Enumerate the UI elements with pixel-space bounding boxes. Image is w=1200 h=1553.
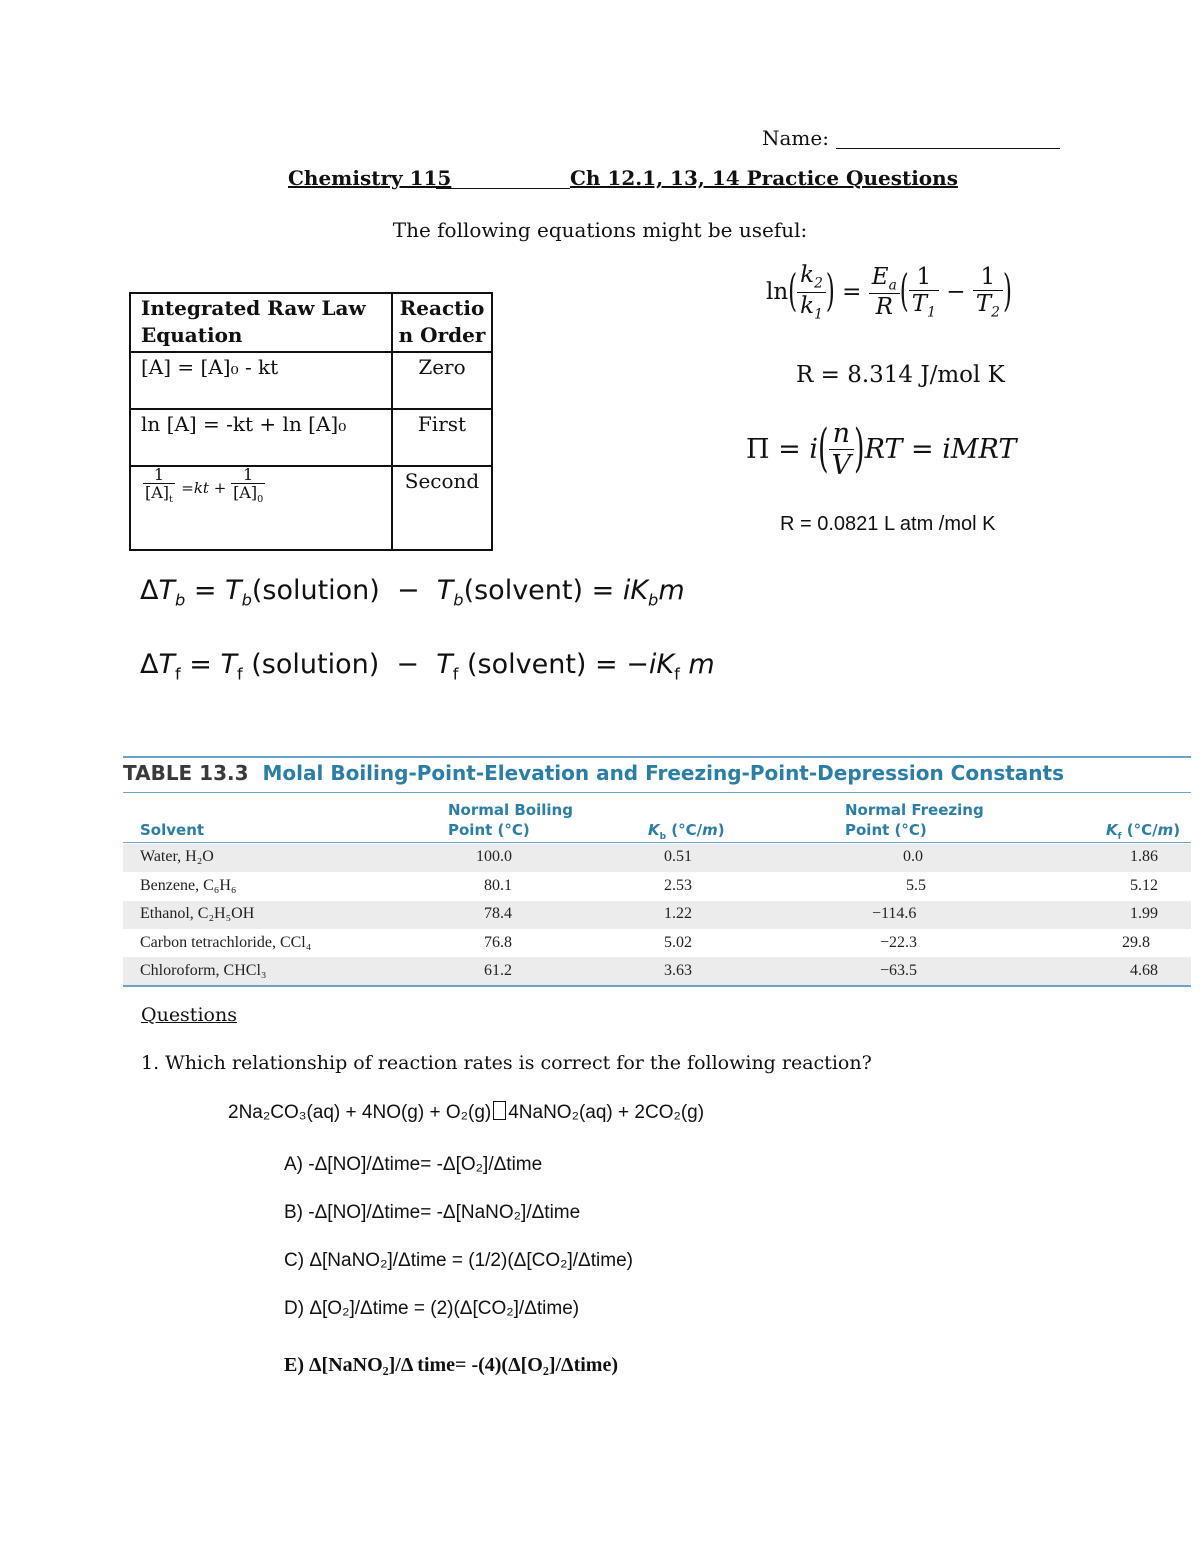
fp-cell: −22.3 <box>880 934 918 951</box>
kb-cell: 0.51 <box>664 848 692 865</box>
solvent-cell: Ethanol, C₂H₅OH <box>140 905 255 922</box>
table-caption <box>123 761 1064 785</box>
table-row <box>130 466 492 550</box>
reaction-equation <box>228 1101 704 1124</box>
order-cell: Second <box>392 466 492 550</box>
name-label: Name: <box>762 126 829 150</box>
question-1: 1. Which relationship of reaction rates is correct for the following reaction? <box>141 1052 872 1074</box>
row-shading <box>123 901 1191 929</box>
header-order <box>392 293 492 352</box>
reaction-reactants: 2Na₂CO₃(aq) + 4NO(g) + O₂(g) <box>228 1102 492 1123</box>
table-row <box>130 409 492 466</box>
osmotic-pressure-equation: Π = i( $\frac{n}{V}$ )RT = iMRT <box>746 418 1017 481</box>
table-top-rule <box>123 756 1191 758</box>
freezing-point-equation: $\Delta T_f = T_f$ (solution) − $T_f$ (solvent) = $-iK_f$ m <box>140 649 715 684</box>
col-kf: $K_f$ (°C/m) <box>1106 821 1181 842</box>
col-fp-line1: Normal Freezing <box>845 801 984 819</box>
fraction-1-over-A0: $\frac{1}{[A]_0}$ <box>231 467 265 509</box>
kb-cell: 5.02 <box>664 934 692 951</box>
table-label: TABLE 13.3 <box>123 761 249 785</box>
table-caption-rule <box>123 792 1191 793</box>
col-bp-line2: Point (°C) <box>448 821 530 839</box>
kb-cell: 3.63 <box>664 962 692 979</box>
kf-cell: 1.86 <box>1130 848 1158 865</box>
boiling-point-equation: $\Delta T_b$ = $T_b(solution)$ − $T_b(solvent) = iK_bm$ <box>140 575 685 610</box>
equation-cell-second-order: $\frac{1}{[A]_t}$ =kt + $\frac{1}{[A]_0}$ <box>130 466 392 550</box>
reaction-products: 4NaNO₂(aq) + 2CO₂(g) <box>508 1102 705 1123</box>
col-fp-line2: Point (°C) <box>845 821 927 839</box>
bp-cell: 76.8 <box>484 934 512 951</box>
table-title: Molal Boiling-Point-Elevation and Freezing-Point-Depression Constants <box>262 761 1065 785</box>
gas-constant-energy: R = 8.314 J/mol K <box>796 362 1005 388</box>
row-shading <box>123 957 1191 985</box>
arrhenius-equation: ln( $\frac{k_2}{k_1}$ ) = $\frac{E_a}{R}$ ( $\frac{1}{T_1}$ − $\frac{1}{T_2}$ ) <box>766 262 1012 323</box>
option-a: A) -Δ[NO]/Δtime= -Δ[O₂]/Δtime <box>284 1154 543 1175</box>
col-solvent: Solvent <box>140 821 205 839</box>
rate-law-table <box>129 292 493 551</box>
option-e-answer: E) Δ[NaNO₂]/Δ time= -(4)(Δ[O₂]/Δtime) <box>284 1354 619 1376</box>
kb-cell: 2.53 <box>664 877 692 894</box>
bp-cell: 100.0 <box>476 848 512 865</box>
solvent-cell: Chloroform, CHCl₃ <box>140 962 267 979</box>
kf-cell: 29.8 <box>1122 934 1150 951</box>
bp-cell: 78.4 <box>484 905 512 922</box>
header-order-line-2: n Order <box>398 323 486 347</box>
chapter-title: Ch 12.1, 13, 14 Practice Questions <box>570 166 958 190</box>
fp-cell: 0.0 <box>903 848 923 865</box>
table-bottom-rule <box>123 985 1191 987</box>
fp-cell: −63.5 <box>880 962 918 979</box>
option-c: C) Δ[NaNO₂]/Δtime = (1/2)(Δ[CO₂]/Δtime) <box>284 1250 633 1271</box>
table-row <box>130 352 492 409</box>
kb-cell: 1.22 <box>664 905 692 922</box>
solvent-cell: Carbon tetrachloride, CCl₄ <box>140 934 312 951</box>
kf-cell: 1.99 <box>1130 905 1158 922</box>
fp-cell: −114.6 <box>872 905 917 922</box>
fraction-1-over-At: $\frac{1}{[A]_t}$ <box>143 467 175 509</box>
kf-cell: 5.12 <box>1130 877 1158 894</box>
option-b: B) -Δ[NO]/Δtime= -Δ[NaNO₂]/Δtime <box>284 1202 581 1223</box>
fp-cell: 5.5 <box>906 877 926 894</box>
solvent-cell: Water, H₂O <box>140 848 214 865</box>
intro-text: The following equations might be useful: <box>392 218 808 242</box>
kf-cell: 4.68 <box>1130 962 1158 979</box>
equation-cell: [A] = [A]₀ - kt <box>130 352 392 409</box>
header-equation <box>130 293 392 352</box>
bp-cell: 80.1 <box>484 877 512 894</box>
solvent-cell: Benzene, C₆H₆ <box>140 877 237 894</box>
header-order-line-1: Reactio <box>399 296 485 320</box>
table-header-rule <box>123 842 1191 843</box>
col-kb: $K_b$ (°C/m) <box>648 821 725 842</box>
title-underline-gap <box>436 188 570 189</box>
header-eq-line-2: Equation <box>141 323 243 347</box>
equation-cell: ln [A] = -kt + ln [A]₀ <box>130 409 392 466</box>
bp-cell: 61.2 <box>484 962 512 979</box>
questions-heading: Questions <box>141 1004 237 1026</box>
rate-table-header <box>130 293 492 352</box>
name-blank-line <box>836 148 1060 149</box>
course-title: Chemistry 115 <box>288 166 452 190</box>
gas-constant-pressure: R = 0.0821 L atm /mol K <box>780 513 996 535</box>
header-eq-line-1: Integrated Raw Law <box>141 296 366 320</box>
option-d: D) Δ[O₂]/Δtime = (2)(Δ[CO₂]/Δtime) <box>284 1298 580 1319</box>
col-bp-line1: Normal Boiling <box>448 801 573 819</box>
missing-arrow-glyph-icon <box>493 1101 506 1120</box>
order-cell: First <box>392 409 492 466</box>
order-cell: Zero <box>392 352 492 409</box>
row-shading <box>123 844 1191 872</box>
